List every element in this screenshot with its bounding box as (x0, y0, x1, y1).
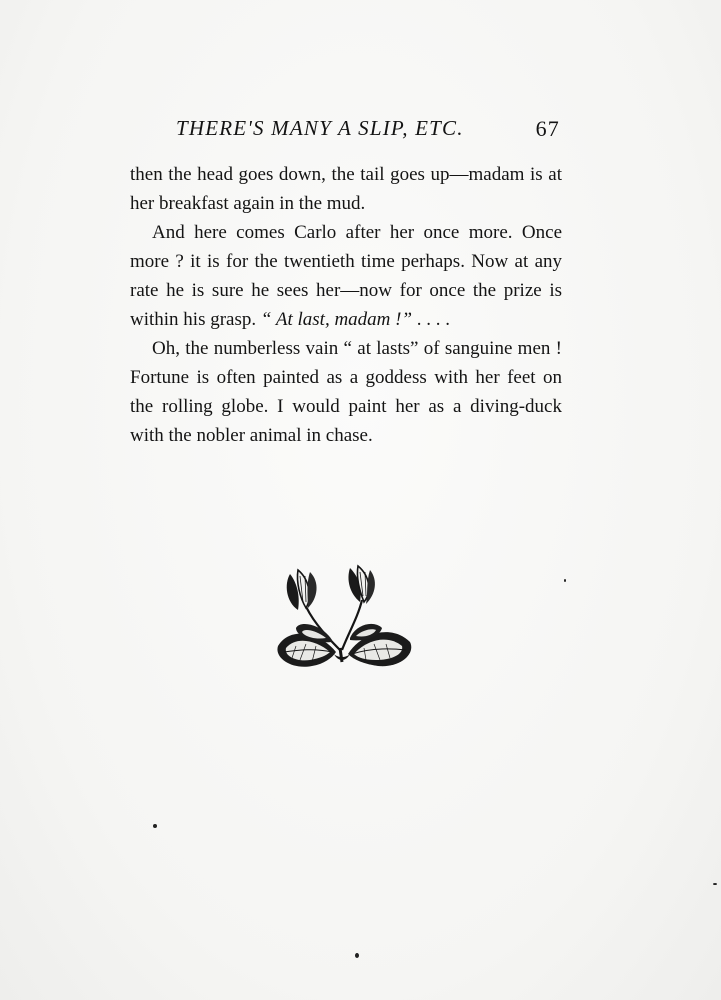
print-speck (355, 953, 359, 958)
page-number: 67 (535, 116, 560, 141)
print-speck (713, 883, 717, 885)
print-speck (153, 824, 157, 828)
paragraph-1: then the head goes down, the tail goes up—madam is at her breakfast again in the mud. (130, 164, 562, 214)
paragraph-3: Oh, the numberless vain “ at lasts” of sanguine men ! Fortune is often painted as a goddess with her feet on the rolling globe. I would paint her as a diving-duck with the nobler animal in chase. (130, 338, 562, 446)
paragraph-2-text: And here comes Carlo after her once more. Once more ? it is for the twentieth time perhaps. Now at any rate he is sure he sees her—now for once the prize is within his grasp. (130, 222, 562, 330)
paragraph-2-ellipsis: . . . . (412, 309, 451, 330)
body-text (130, 160, 562, 450)
running-head (176, 116, 566, 146)
running-title: THERE'S MANY A SLIP, ETC. (176, 116, 464, 140)
print-speck (564, 579, 566, 582)
cyclamen-flower-icon (270, 562, 420, 680)
paragraph-2 (130, 218, 562, 334)
paragraph-2-quote: “ At last, madam !” (260, 309, 413, 330)
